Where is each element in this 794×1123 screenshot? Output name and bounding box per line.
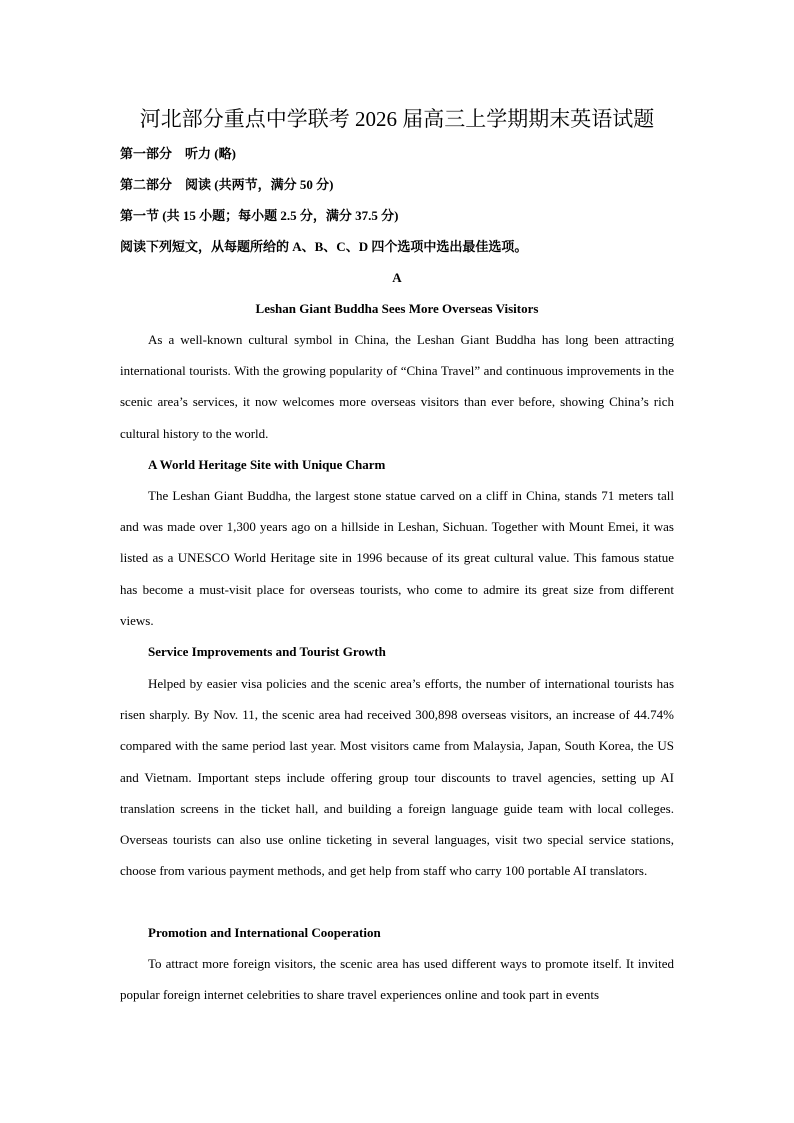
article-paragraph-4: To attract more foreign visitors, the scenic area has used different ways to promote itself. It invited popular foreign internet celebrities to share travel experiences online and took part in events — [120, 956, 674, 1003]
article-subheading-2: Service Improvements and Tourist Growth — [148, 644, 386, 659]
instruction-text: 阅读下列短文，从每题所给的 A、B、C、D 四个选项中选出最佳选项。 — [120, 239, 528, 254]
article-paragraph-3: Helped by easier visa policies and the scenic area’s efforts, the number of international tourists has risen sharply. By Nov. 11, the scenic area had received 300,898 overseas visitors, an increase of 44.74% compared with the same period last year. Most visitors came from Malaysia, Japan, South Korea, the US and Vietnam. Important steps include offering group tour discounts to travel agencies, setting up AI translation screens in the ticket hall, and building a foreign language guide team with local colleges. Overseas tourists can also use online ticketing in several languages, visit two special service stations, choose from various payment methods, and get help from staff who carry 100 portable AI translators. — [120, 676, 674, 879]
exam-page — [120, 0, 674, 1123]
part-two-heading: 第二部分 阅读 (共两节，满分 50 分) — [120, 177, 334, 192]
passage-title: Leshan Giant Buddha Sees More Overseas Visitors — [255, 301, 539, 316]
section-one-heading: 第一节 (共 15 小题；每小题 2.5 分，满分 37.5 分) — [120, 208, 399, 223]
article-subheading-3: Promotion and International Cooperation — [148, 925, 381, 940]
article-subheading-1: A World Heritage Site with Unique Charm — [148, 457, 386, 472]
passage-letter: A — [392, 270, 402, 285]
article-paragraph-2: The Leshan Giant Buddha, the largest stone statue carved on a cliff in China, stands 71 meters tall and was made over 1,300 years ago on a hillside in Leshan, Sichuan. Together with Mount Emei, it was listed as a UNESCO World Heritage site in 1996 because of its great cultural value. This famous statue has become a must-visit place for overseas tourists, who come to admire its great size from different views. — [120, 488, 674, 628]
article-paragraph-1: As a well-known cultural symbol in China, the Leshan Giant Buddha has long been attracting international tourists. With the growing popularity of “China Travel” and continuous improvements in the scenic area’s services, it now welcomes more overseas visitors than ever before, showing China’s rich cultural history to the world. — [120, 332, 674, 441]
part-one-heading: 第一部分 听力 (略) — [120, 146, 236, 161]
page-title: 河北部分重点中学联考 2026 届高三上学期期末英语试题 — [139, 107, 655, 131]
